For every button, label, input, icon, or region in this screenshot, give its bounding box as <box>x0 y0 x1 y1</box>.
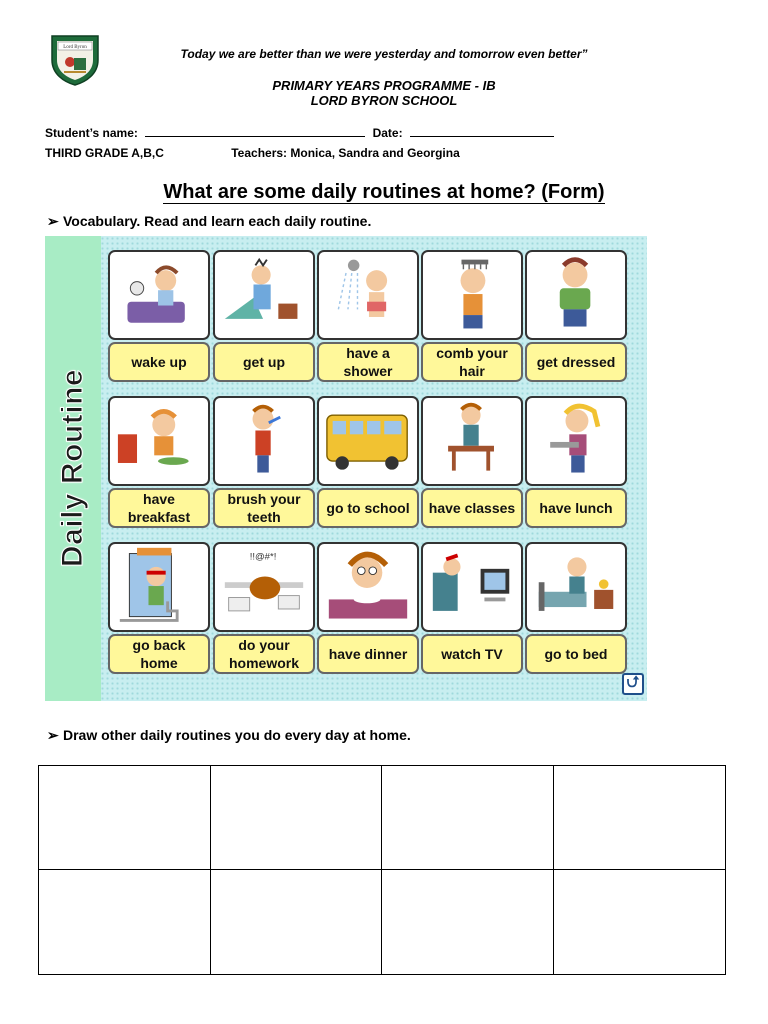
svg-text:!!@#*!: !!@#*! <box>249 551 277 563</box>
shower-icon <box>317 250 419 340</box>
drawing-cell[interactable] <box>382 870 554 974</box>
routine-card-do-your-homework <box>213 542 315 678</box>
date-field[interactable] <box>410 125 554 137</box>
student-info-row <box>45 125 554 140</box>
routine-label: get dressed <box>525 342 627 382</box>
routine-card-go-to-school <box>317 396 419 532</box>
routine-label: comb your hair <box>421 342 523 382</box>
program-heading <box>0 78 768 108</box>
grade-text: THIRD GRADE A,B,C <box>45 146 164 160</box>
breakfast-icon <box>108 396 210 486</box>
routine-label: have breakfast <box>108 488 210 528</box>
drawing-cell[interactable] <box>554 870 726 974</box>
school-motto: Today we are better than we were yesterday and tomorrow even better” <box>180 47 588 61</box>
routine-card-get-dressed <box>525 250 627 386</box>
page-title: What are some daily routines at home? (Form) <box>163 181 605 203</box>
teachers-text: Teachers: Monica, Sandra and Georgina <box>231 146 460 160</box>
drawing-cell[interactable] <box>39 766 211 870</box>
routine-card-watch-tv <box>421 542 523 678</box>
svg-text:Lord Byron: Lord Byron <box>63 45 87 50</box>
drawing-cell[interactable] <box>211 766 383 870</box>
program-line-1: PRIMARY YEARS PROGRAMME - IB <box>272 78 496 93</box>
routine-card-have-dinner <box>317 542 419 678</box>
routine-label: do your homework <box>213 634 315 674</box>
program-line-2: LORD BYRON SCHOOL <box>310 93 458 108</box>
arrow-bullet-icon: ➢ <box>47 213 59 229</box>
routine-label: get up <box>213 342 315 382</box>
drawing-cell[interactable] <box>554 766 726 870</box>
toothbrush-icon <box>213 396 315 486</box>
panel-side-title: Daily Routine <box>56 368 89 568</box>
daily-routine-panel <box>45 236 647 701</box>
routine-card-have-classes <box>421 396 523 532</box>
routine-label: brush your teeth <box>213 488 315 528</box>
routine-label: go back home <box>108 634 210 674</box>
bed-icon <box>525 542 627 632</box>
comb-icon <box>421 250 523 340</box>
class-info-row <box>45 146 460 160</box>
wake-up-icon <box>108 250 210 340</box>
routine-card-go-back-home <box>108 542 210 678</box>
dressed-icon <box>525 250 627 340</box>
routine-card-go-to-bed <box>525 542 627 678</box>
student-name-label: Student’s name: <box>45 126 138 140</box>
arrow-bullet-icon: ➢ <box>47 727 59 743</box>
routine-label: have lunch <box>525 488 627 528</box>
home-door-icon <box>108 542 210 632</box>
routine-label: have a shower <box>317 342 419 382</box>
routine-card-get-up <box>213 250 315 386</box>
routine-label: wake up <box>108 342 210 382</box>
routine-card-have-lunch <box>525 396 627 532</box>
routine-card-brush-your-teeth <box>213 396 315 532</box>
drawing-grid <box>38 765 726 975</box>
homework-icon <box>213 542 315 632</box>
lunch-icon <box>525 396 627 486</box>
panel-side-band <box>45 236 101 701</box>
vocabulary-instruction: ➢ Vocabulary. Read and learn each daily routine. <box>47 213 372 229</box>
drawing-cell[interactable] <box>211 870 383 974</box>
student-name-field[interactable] <box>145 125 365 137</box>
school-bus-icon <box>317 396 419 486</box>
routine-card-wake-up <box>108 250 210 386</box>
routine-label: watch TV <box>421 634 523 674</box>
routine-card-comb-your-hair <box>421 250 523 386</box>
drawing-cell[interactable] <box>382 766 554 870</box>
return-arrow-icon[interactable]: ⮍ <box>622 673 644 695</box>
routine-label: have classes <box>421 488 523 528</box>
classes-icon <box>421 396 523 486</box>
draw-instruction: ➢ Draw other daily routines you do every day at home. <box>47 727 411 743</box>
routine-card-have-a-shower <box>317 250 419 386</box>
drawing-cell[interactable] <box>39 870 211 974</box>
date-label: Date: <box>372 126 403 140</box>
routine-label: go to bed <box>525 634 627 674</box>
get-up-icon <box>213 250 315 340</box>
tv-icon <box>421 542 523 632</box>
routine-label: go to school <box>317 488 419 528</box>
routine-label: have dinner <box>317 634 419 674</box>
dinner-icon <box>317 542 419 632</box>
routine-card-have-breakfast <box>108 396 210 532</box>
